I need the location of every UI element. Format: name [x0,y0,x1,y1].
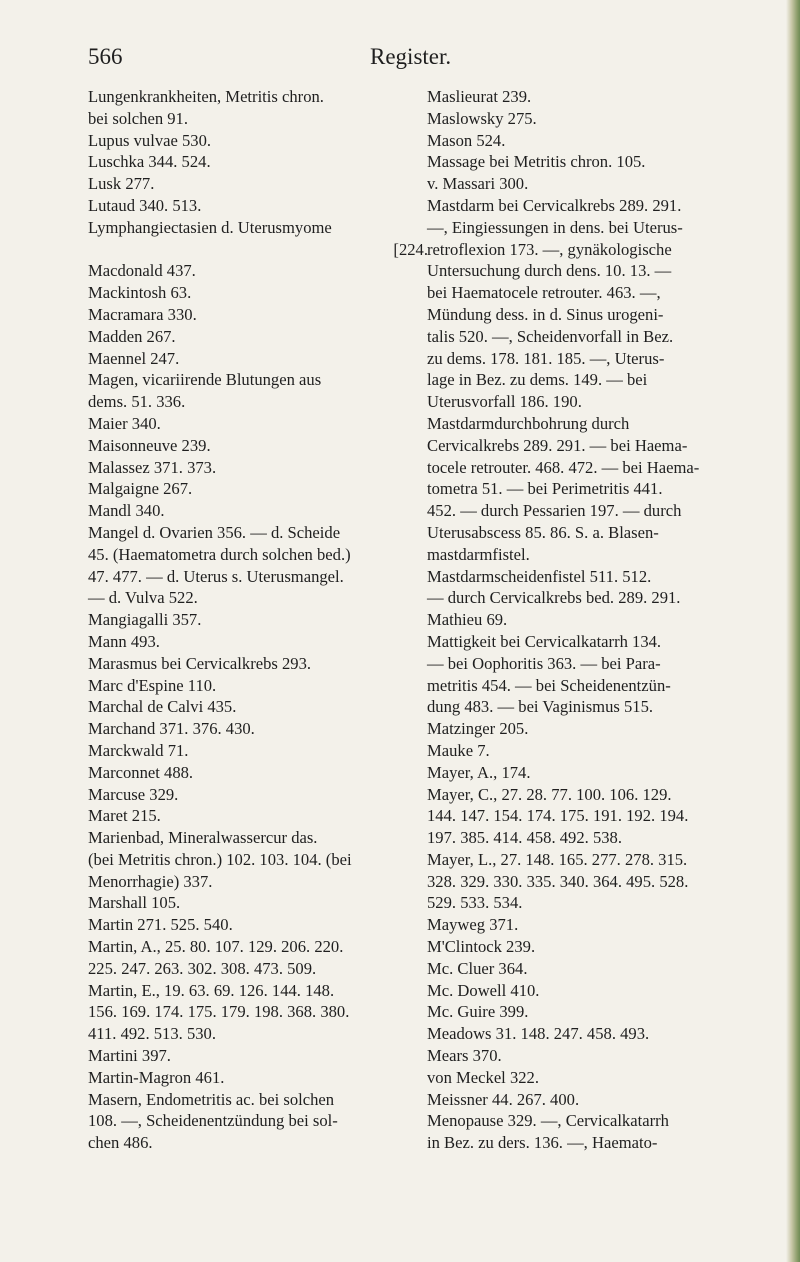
index-line: Martin 271. 525. 540. [88,915,233,935]
index-line: tocele retrouter. 468. 472. — bei Haema- [427,457,700,477]
index-line: dung 483. — bei Vaginismus 515. [427,697,654,717]
index-line: Malgaigne 267. [88,479,193,499]
index-line: Mayer, A., 174. [427,762,531,782]
index-line: Marc d'Espine 110. [88,675,217,695]
index-line: 47. 477. — d. Uterus s. Uterusmangel. [88,566,344,586]
index-line: Marshall 105. [88,893,181,913]
index-line: Maret 215. [88,806,161,826]
index-line: Mc. Cluer 364. [427,958,528,978]
index-line: Martin, A., 25. 80. 107. 129. 206. 220. [88,937,344,957]
index-line: Mathieu 69. [427,610,508,630]
index-line: Lupus vulvae 530. [88,130,212,150]
index-line: Mason 524. [427,130,506,150]
page-number: 566 [88,44,123,69]
index-line: Uterusabscess 85. 86. S. a. Blasen- [427,522,659,542]
index-line: Uterusvorfall 186. 190. [427,392,582,412]
index-line: Meissner 44. 267. 400. [427,1089,580,1109]
index-line: 328. 329. 330. 335. 340. 364. 495. 528. [427,871,689,891]
index-line: Mastdarm bei Cervicalkrebs 289. 291. [427,195,682,215]
index-line: Untersuchung durch dens. 10. 13. — [427,261,672,281]
index-line: 452. — durch Pessarien 197. — durch [427,501,682,521]
index-line: Maslowsky 275. [427,108,537,128]
index-line: lage in Bez. zu dems. 149. — bei [427,370,648,390]
index-line: Marckwald 71. [88,740,189,760]
index-line: Mandl 340. [88,501,165,521]
index-line: Cervicalkrebs 289. 291. — bei Haema- [427,435,688,455]
index-line: Masern, Endometritis ac. bei solchen [88,1089,335,1109]
index-line: Maennel 247. [88,348,180,368]
index-line: 156. 169. 174. 175. 179. 198. 368. 380. [88,1002,350,1022]
index-line: Mayer, L., 27. 148. 165. 277. 278. 315. [427,849,688,869]
index-line: 225. 247. 263. 302. 308. 473. 509. [88,958,317,978]
index-line: Marcuse 329. [88,784,179,804]
index-line: — d. Vulva 522. [88,588,198,608]
index-line: — bei Oophoritis 363. — bei Para- [427,653,661,673]
index-line: Marchal de Calvi 435. [88,697,237,717]
index-line: 108. —, Scheidenentzündung bei sol- [88,1111,338,1131]
running-head: Register. [370,44,452,69]
right-column [427,86,772,1154]
index-line: bei Haematocele retrouter. 463. —, [427,283,661,303]
index-line: Mastdarmdurchbohrung durch [427,413,630,433]
index-line: Lusk 277. [88,174,155,194]
index-line: Mayer, C., 27. 28. 77. 100. 106. 129. [427,784,672,804]
index-line: Maier 340. [88,413,161,433]
index-line: Lungenkrankheiten, Metritis chron. [88,87,324,106]
index-line: Maslieurat 239. [427,87,532,106]
index-line: zu dems. 178. 181. 185. —, Uterus- [427,348,665,368]
index-line: 144. 147. 154. 174. 175. 191. 192. 194. [427,806,689,826]
index-line: Mattigkeit bei Cervicalkatarrh 134. [427,631,662,651]
index-line: Mayweg 371. [427,915,519,935]
scan-edge [786,0,800,1262]
index-line: Lutaud 340. 513. [88,195,202,215]
index-line: Mann 493. [88,631,160,651]
index-line: 411. 492. 513. 530. [88,1024,216,1044]
index-line: dems. 51. 336. [88,392,186,412]
index-line: Mauke 7. [427,740,490,760]
index-line: metritis 454. — bei Scheidenentzün- [427,675,671,695]
index-line: Malassez 371. 373. [88,457,217,477]
index-line: Mastdarmscheidenfistel 511. 512. [427,566,652,586]
index-line: Mc. Guire 399. [427,1002,529,1022]
index-line: Marienbad, Mineralwassercur das. [88,828,318,848]
index-line: Mears 370. [427,1046,502,1066]
index-line: Marchand 371. 376. 430. [88,719,255,739]
index-line: Macramara 330. [88,304,197,324]
index-line: (bei Metritis chron.) 102. 103. 104. (bei [88,849,352,869]
index-line: Magen, vicariirende Blutungen aus [88,370,322,390]
index-line: Macdonald 437. [88,261,196,281]
index-line: Mangiagalli 357. [88,610,202,630]
index-line: talis 520. —, Scheidenvorfall in Bez. [427,326,674,346]
index-line: Martini 397. [88,1046,171,1066]
index-line: bei solchen 91. [88,108,189,128]
index-line: Menopause 329. —, Cervicalkatarrh [427,1111,669,1131]
index-line: chen 486. [88,1133,153,1153]
index-line: 45. (Haematometra durch solchen bed.) [88,544,351,564]
index-line: 529. 533. 534. [427,893,523,913]
index-line: Martin-Magron 461. [88,1067,225,1087]
index-line: —, Eingiessungen in dens. bei Uterus- [427,217,683,237]
index-line: v. Massari 300. [427,174,529,194]
index-line: Mackintosh 63. [88,283,192,303]
index-line: von Meckel 322. [427,1067,539,1087]
index-line: Matzinger 205. [427,719,529,739]
index-line: Luschka 344. 524. [88,152,211,172]
index-line: Mündung dess. in d. Sinus urogeni- [427,304,664,324]
index-line: Massage bei Metritis chron. 105. [427,152,646,172]
index-line: M'Clintock 239. [427,937,536,957]
index-line: 197. 385. 414. 458. 492. 538. [427,828,622,848]
index-line: Lymphangiectasien d. Uterusmyome [88,217,332,237]
index-line: mastdarmfistel. [427,544,530,564]
index-line: Madden 267. [88,326,176,346]
index-line: Menorrhagie) 337. [88,871,213,891]
left-column [88,86,428,1154]
index-line: Mangel d. Ovarien 356. — d. Scheide [88,522,341,542]
index-line: [224. [393,239,428,259]
index-line: retroflexion 173. —, gynäkologische [427,239,672,259]
index-line: Martin, E., 19. 63. 69. 126. 144. 148. [88,980,335,1000]
index-line: Marasmus bei Cervicalkrebs 293. [88,653,312,673]
page-header [0,44,800,74]
index-line: — durch Cervicalkrebs bed. 289. 291. [427,588,681,608]
index-line: tometra 51. — bei Perimetritis 441. [427,479,663,499]
index-line: Mc. Dowell 410. [427,980,540,1000]
index-line: Maisonneuve 239. [88,435,211,455]
index-line: Marconnet 488. [88,762,194,782]
index-line: Meadows 31. 148. 247. 458. 493. [427,1024,650,1044]
index-line: in Bez. zu ders. 136. —, Haemato- [427,1133,658,1153]
